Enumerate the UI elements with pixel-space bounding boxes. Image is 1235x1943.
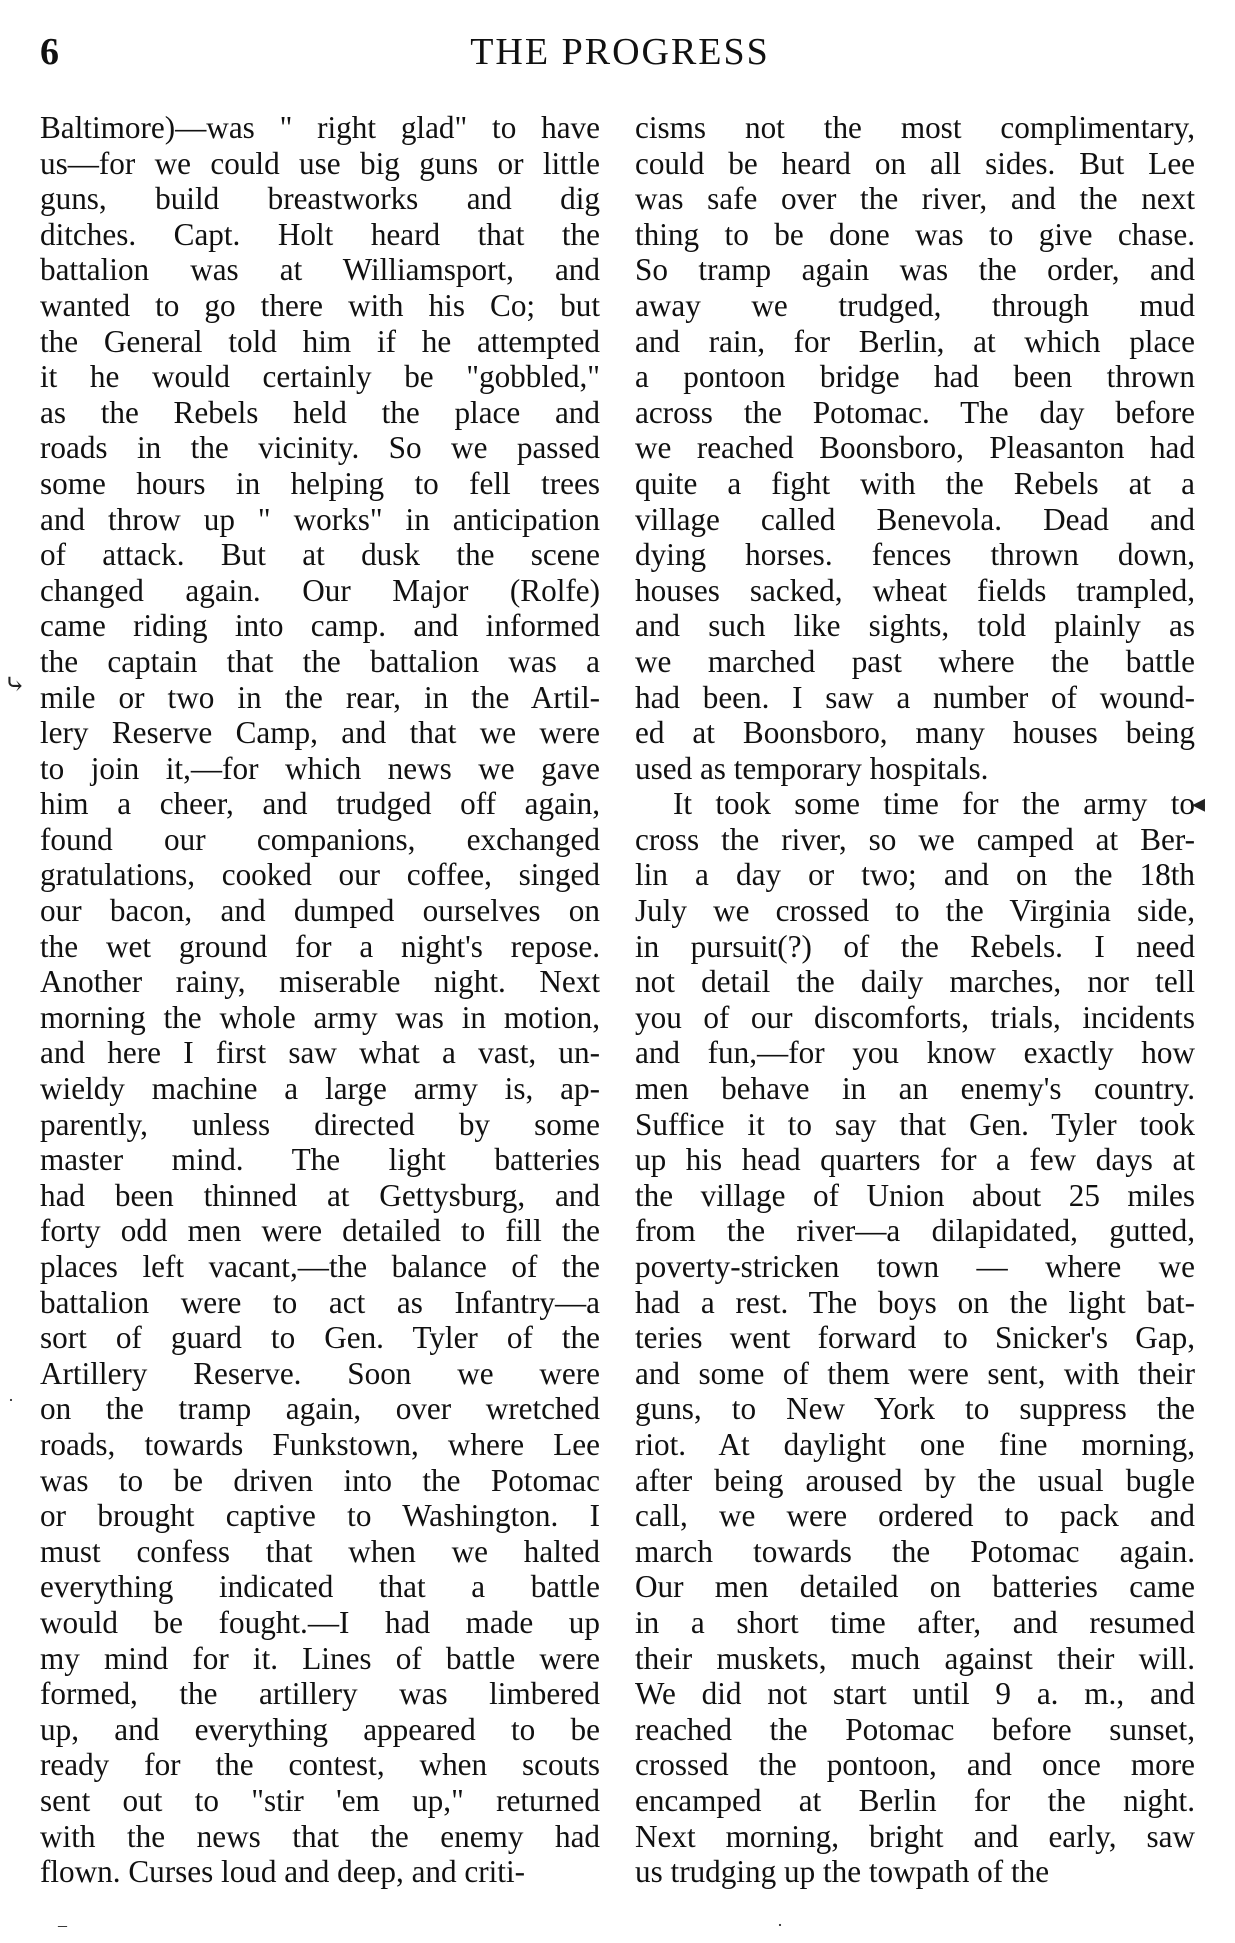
text-line: guns, to New York to suppress the (635, 1391, 1195, 1427)
text-line: roads, towards Funkstown, where Lee (40, 1426, 600, 1462)
text-line: It took some time for the army to (673, 786, 1195, 822)
text-line: dying horses. fences thrown down, (635, 537, 1195, 573)
page-title: THE PROGRESS (470, 31, 770, 73)
text-line: or brought captive to Washington. I (40, 1498, 600, 1534)
text-line: wanted to go there with his Co; but (40, 287, 600, 323)
text-line: and some of them were sent, with their (635, 1355, 1195, 1391)
text-line: Suffice it to say that Gen. Tyler took (635, 1106, 1195, 1142)
text-line: mile or two in the rear, in the Artil- (40, 679, 600, 715)
text-line: roads in the vicinity. So we passed (40, 430, 600, 466)
text-line: you of our discomforts, trials, incidents (635, 999, 1195, 1035)
text-line: poverty-stricken town — where we (635, 1249, 1195, 1284)
text-line: We did not start until 9 a. m., and (635, 1676, 1195, 1712)
text-line: Artillery Reserve. Soon we were (40, 1355, 600, 1391)
text-line: not detail the daily marches, nor tell (635, 964, 1195, 1000)
text-line: from the river—a dilapidated, gutted, (635, 1213, 1195, 1249)
text-line: July we crossed to the Virginia side, (635, 893, 1195, 929)
text-line: quite a fight with the Rebels at a (635, 465, 1195, 501)
text-line: crossed the pontoon, and once more (635, 1747, 1195, 1783)
text-line: away we trudged, through mud (635, 287, 1195, 323)
text-line: in pursuit(?) of the Rebels. I need (635, 928, 1195, 964)
text-line: the village of Union about 25 miles (635, 1177, 1195, 1213)
text-line: So tramp again was the order, and (635, 252, 1195, 288)
text-line: village called Benevola. Dead and (635, 501, 1195, 537)
text-line: us—for we could use big guns or little (40, 145, 600, 181)
text-line: Our men detailed on batteries came (635, 1569, 1195, 1605)
text-line: formed, the artillery was limbered (40, 1676, 600, 1712)
text-line: everything indicated that a battle (40, 1569, 600, 1605)
text-line: changed again. Our Major (Rolfe) (40, 572, 600, 608)
text-line: could be heard on all sides. But Lee (635, 145, 1195, 181)
text-line: battalion were to act as Infantry—a (40, 1284, 600, 1320)
text-line: lin a day or two; and on the 18th (635, 857, 1195, 893)
text-line: the General told him if he attempted (40, 323, 600, 359)
text-line: in a short time after, and resumed (635, 1604, 1195, 1640)
text-line: sent out to "stir 'em up," returned (40, 1782, 600, 1818)
text-line: him a cheer, and trudged off again, (40, 786, 600, 822)
text-line: would be fought.—I had made up (40, 1604, 600, 1640)
text-line: men behave in an enemy's country. (635, 1071, 1195, 1107)
text-line: ed at Boonsboro, many houses being (635, 715, 1195, 751)
text-line: call, we were ordered to pack and (635, 1498, 1195, 1534)
text-line: places left vacant,—the balance of the (40, 1249, 600, 1284)
text-line: of attack. But at dusk the scene (40, 537, 600, 573)
left-column (40, 110, 600, 1890)
text-line: battalion was at Williamsport, and (40, 252, 600, 288)
text-line: cross the river, so we camped at Ber- (635, 821, 1195, 857)
text-line: came riding into camp. and informed (40, 608, 600, 644)
text-line: ditches. Capt. Holt heard that the (40, 216, 600, 252)
text-line: Another rainy, miserable night. Next (40, 964, 600, 1000)
text-line: ready for the contest, when scouts (40, 1747, 600, 1783)
text-line: and such like sights, told plainly as (635, 608, 1195, 644)
text-line: was to be driven into the Potomac (40, 1462, 600, 1498)
text-line: us trudging up the towpath of the (635, 1854, 1050, 1890)
text-line: found our companions, exchanged (40, 821, 600, 857)
text-line: must confess that when we halted (40, 1533, 600, 1569)
text-line: master mind. The light batteries (40, 1142, 600, 1178)
text-line: we marched past where the battle (635, 643, 1195, 679)
text-line: wieldy machine a large army is, ap- (40, 1071, 600, 1107)
text-line: and throw up " works" in anticipation (40, 501, 600, 537)
margin-arrow-mark-left: ⤷ (4, 670, 26, 699)
text-line: had been thinned at Gettysburg, and (40, 1177, 600, 1213)
text-line: flown. Curses loud and deep, and criti- (40, 1854, 526, 1890)
text-line: and here I first saw what a vast, un- (40, 1035, 600, 1071)
text-line: their muskets, much against their will. (635, 1640, 1195, 1676)
text-line: had been. I saw a number of wound- (635, 679, 1195, 715)
text-line: had a rest. The boys on the light bat- (635, 1284, 1195, 1320)
margin-dot-mark: · (777, 1915, 783, 1935)
text-line: parently, unless directed by some (40, 1106, 600, 1142)
text-line: a pontoon bridge had been thrown (635, 359, 1195, 395)
text-line: thing to be done was to give chase. (635, 216, 1195, 252)
text-line: cisms not the most complimentary, (635, 110, 1195, 145)
page-number: 6 (40, 31, 59, 73)
text-line: on the tramp again, over wretched (40, 1391, 600, 1427)
text-line: sort of guard to Gen. Tyler of the (40, 1320, 600, 1356)
margin-arrow-mark-right: ◂ (1192, 789, 1206, 818)
text-line: up his head quarters for a few days at (635, 1142, 1195, 1178)
text-line: and rain, for Berlin, at which place (635, 323, 1195, 359)
text-line: it he would certainly be "gobbled," (40, 359, 600, 395)
text-line: we reached Boonsboro, Pleasanton had (635, 430, 1195, 466)
text-line: riot. At daylight one fine morning, (635, 1426, 1195, 1462)
text-line: and fun,—for you know exactly how (635, 1035, 1195, 1071)
text-line: morning the whole army was in motion, (40, 999, 600, 1035)
text-line: teries went forward to Snicker's Gap, (635, 1320, 1195, 1356)
text-line: our bacon, and dumped ourselves on (40, 893, 600, 929)
text-line: forty odd men were detailed to fill the (40, 1213, 600, 1249)
text-line: reached the Potomac before sunset, (635, 1711, 1195, 1747)
text-line: to join it,—for which news we gave (40, 750, 600, 786)
text-line: across the Potomac. The day before (635, 394, 1195, 430)
text-line: lery Reserve Camp, and that we were (40, 715, 600, 751)
text-line: with the news that the enemy had (40, 1818, 600, 1854)
text-line: my mind for it. Lines of battle were (40, 1640, 600, 1676)
text-line: as the Rebels held the place and (40, 394, 600, 430)
page-header (40, 30, 1200, 90)
margin-dot-mark: – (58, 1915, 67, 1935)
text-line: houses sacked, wheat fields trampled, (635, 572, 1195, 608)
right-column (635, 110, 1195, 1890)
text-line: up, and everything appeared to be (40, 1711, 600, 1747)
text-line: guns, build breastworks and dig (40, 181, 600, 217)
text-line: after being aroused by the usual bugle (635, 1462, 1195, 1498)
text-line: march towards the Potomac again. (635, 1533, 1195, 1569)
text-line: the captain that the battalion was a (40, 643, 600, 679)
text-line: the wet ground for a night's repose. (40, 928, 600, 964)
text-line: was safe over the river, and the next (635, 181, 1195, 217)
text-line: used as temporary hospitals. (635, 750, 989, 786)
text-line: Baltimore)—was " right glad" to have (40, 110, 600, 145)
text-line: Next morning, bright and early, saw (635, 1818, 1195, 1854)
margin-dot-mark: · (8, 1390, 14, 1410)
text-line: encamped at Berlin for the night. (635, 1782, 1195, 1818)
text-line: some hours in helping to fell trees (40, 465, 600, 501)
text-line: gratulations, cooked our coffee, singed (40, 857, 600, 893)
